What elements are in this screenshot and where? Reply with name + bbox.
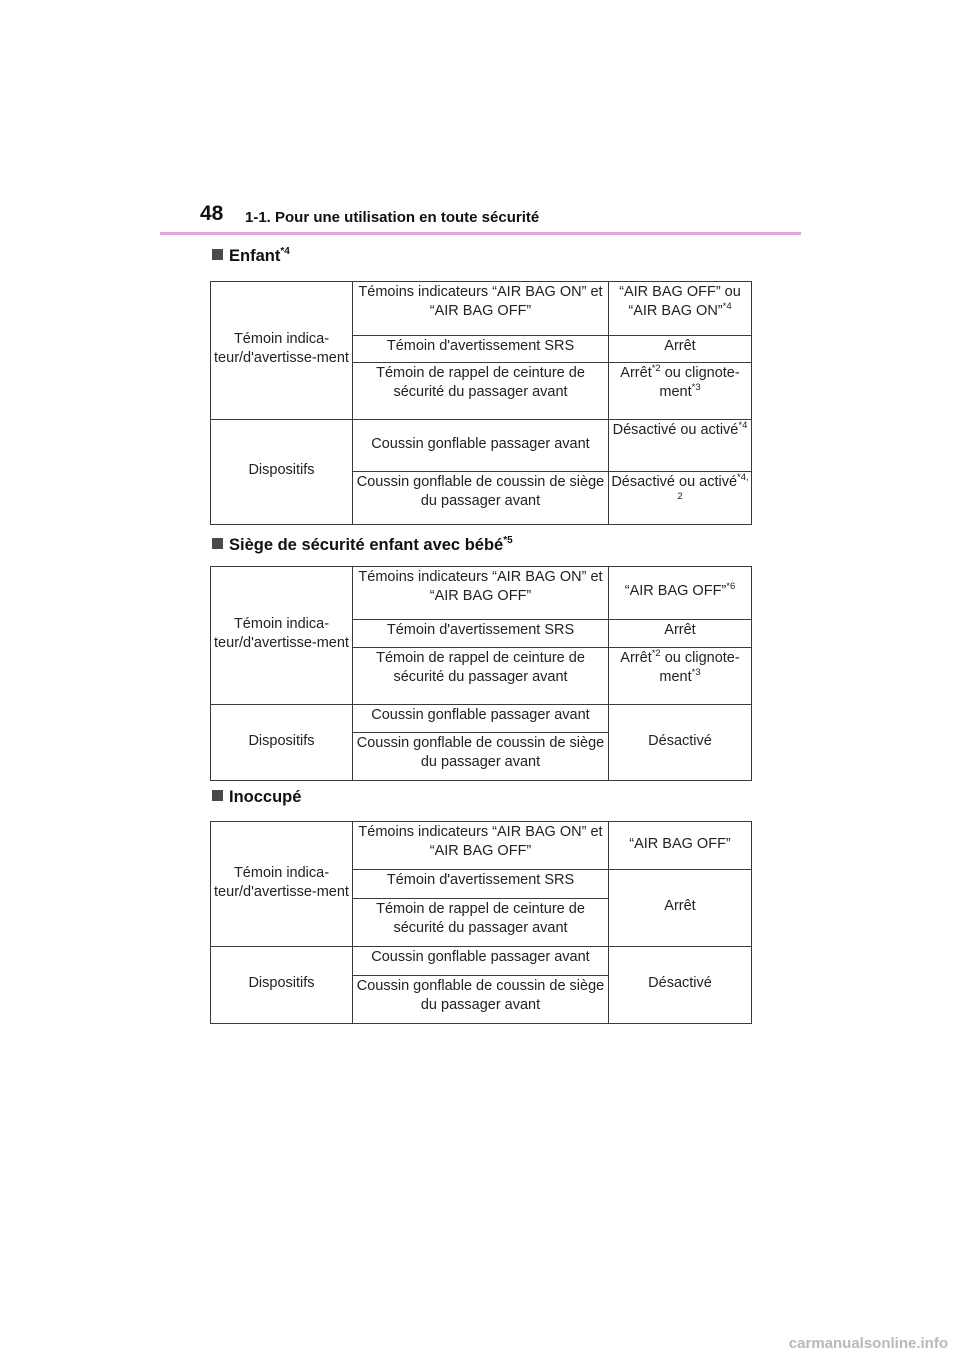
front-airbag-row-label: Coussin gonflable passager avant bbox=[353, 947, 609, 976]
indicator-label-cell: Témoin indica-teur/d'avertisse-ment bbox=[211, 567, 353, 705]
devices-value-cell: Désactivé bbox=[609, 705, 752, 781]
belt-row-label: Témoin de rappel de ceinture de sécurité du passager avant bbox=[353, 363, 609, 420]
belt-row-label: Témoin de rappel de ceinture de sécurité du passager avant bbox=[353, 648, 609, 705]
square-bullet-icon bbox=[212, 538, 223, 549]
front-airbag-row-value: Désactivé ou activé$^{*4}$ bbox=[609, 420, 752, 472]
srs-row-value: Arrêt bbox=[609, 620, 752, 648]
heading-enfant: Enfant$^{*4}$ bbox=[212, 247, 290, 266]
indicators-row-label: Témoins indicateurs “AIR BAG ON” et “AIR BAG OFF” bbox=[353, 822, 609, 870]
seat-cushion-airbag-row-value: Désactivé ou activé$^{*4, 2}$ bbox=[609, 472, 752, 525]
table-row bbox=[211, 420, 752, 472]
devices-value-cell: Désactivé bbox=[609, 947, 752, 1024]
devices-label-cell: Dispositifs bbox=[211, 420, 353, 525]
indicators-row-value: “AIR BAG OFF” bbox=[609, 822, 752, 870]
indicators-row-label: Témoins indicateurs “AIR BAG ON” et “AIR BAG OFF” bbox=[353, 282, 609, 336]
square-bullet-icon bbox=[212, 790, 223, 801]
seat-cushion-airbag-row-label: Coussin gonflable de coussin de siège du passager avant bbox=[353, 733, 609, 781]
indicators-row-value: “AIR BAG OFF” ou “AIR BAG ON”$^{*4}$ bbox=[609, 282, 752, 336]
section-title: 1-1. Pour une utilisation en toute sécurité bbox=[245, 209, 540, 226]
page-header bbox=[0, 0, 960, 240]
table-row bbox=[211, 282, 752, 336]
front-airbag-row-label: Coussin gonflable passager avant bbox=[353, 705, 609, 733]
page-number: 48 bbox=[200, 202, 224, 225]
table-row bbox=[211, 947, 752, 976]
table-bebe bbox=[210, 566, 752, 781]
belt-row-label: Témoin de rappel de ceinture de sécurité du passager avant bbox=[353, 899, 609, 947]
table-row bbox=[211, 705, 752, 733]
srs-row-value: Arrêt bbox=[609, 336, 752, 363]
header-divider bbox=[160, 232, 801, 235]
belt-row-value: Arrêt$^{*2}$ ou clignote-ment$^{*3}$ bbox=[609, 363, 752, 420]
srs-row-label: Témoin d'avertissement SRS bbox=[353, 620, 609, 648]
devices-label-cell: Dispositifs bbox=[211, 947, 353, 1024]
belt-row-value: Arrêt$^{*2}$ ou clignote-ment$^{*3}$ bbox=[609, 648, 752, 705]
indicators-row-label: Témoins indicateurs “AIR BAG ON” et “AIR BAG OFF” bbox=[353, 567, 609, 620]
table-inoccupe bbox=[210, 821, 752, 1024]
heading-bebe: Siège de sécurité enfant avec bébé$^{*5}$ bbox=[212, 536, 513, 555]
front-airbag-row-label: Coussin gonflable passager avant bbox=[353, 420, 609, 472]
indicator-label-cell: Témoin indica-teur/d'avertisse-ment bbox=[211, 282, 353, 420]
devices-label-cell: Dispositifs bbox=[211, 705, 353, 781]
seat-cushion-airbag-row-label: Coussin gonflable de coussin de siège du passager avant bbox=[353, 472, 609, 525]
srs-row-label: Témoin d'avertissement SRS bbox=[353, 870, 609, 899]
indicators-row-value: “AIR BAG OFF”$^{*6}$ bbox=[609, 567, 752, 620]
indicator-value-cell: Arrêt bbox=[609, 870, 752, 947]
table-row bbox=[211, 822, 752, 870]
watermark: carmanualsonline.info bbox=[788, 1335, 948, 1352]
table-row bbox=[211, 567, 752, 620]
srs-row-label: Témoin d'avertissement SRS bbox=[353, 336, 609, 363]
square-bullet-icon bbox=[212, 249, 223, 260]
table-enfant bbox=[210, 281, 752, 525]
indicator-label-cell: Témoin indica-teur/d'avertisse-ment bbox=[211, 822, 353, 947]
seat-cushion-airbag-row-label: Coussin gonflable de coussin de siège du passager avant bbox=[353, 976, 609, 1024]
heading-inoccupe: Inoccupé bbox=[212, 788, 301, 807]
